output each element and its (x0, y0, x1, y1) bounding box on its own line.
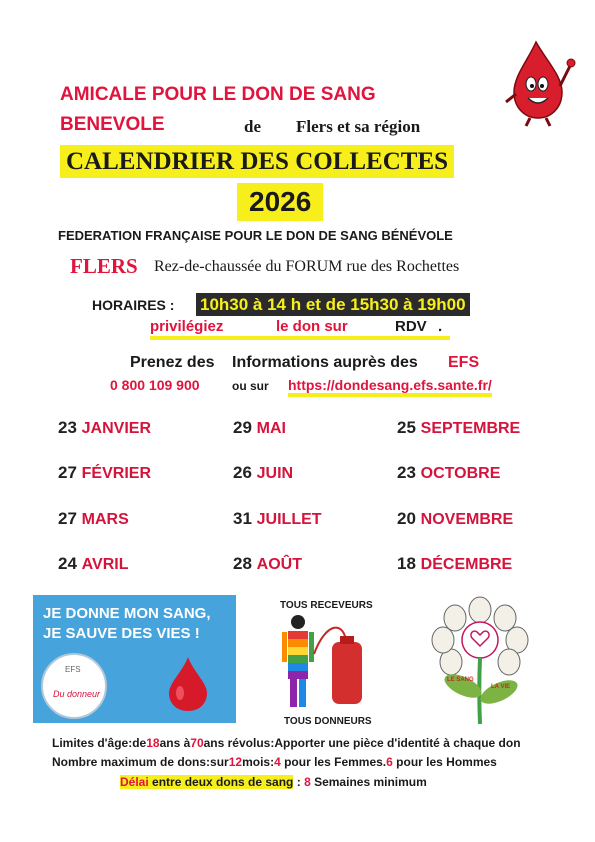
dates-row (0, 418, 595, 444)
collection-day: 23 (397, 463, 416, 482)
collection-day: 25 (397, 418, 416, 437)
collection-month: JUIN (256, 465, 294, 482)
hours-label: HORAIRES : (92, 297, 175, 313)
efs-badge-text: EFS (65, 665, 81, 674)
info-line1-a: Prenez des (130, 354, 215, 371)
rdv-part2: le don sur (276, 318, 348, 335)
collection-month: MAI (256, 420, 286, 437)
collection-date (233, 509, 322, 529)
footer-max-women: 4 (274, 755, 281, 769)
rdv-part3: RDV (395, 318, 427, 335)
association-name-line1: AMICALE POUR LE DON DE SANG (60, 84, 376, 105)
info-line1-b: Informations auprès des (232, 354, 418, 371)
footer-age-e: ans révolus:Apporter une pièce d'identité à chaque don (203, 736, 521, 750)
dates-row (0, 463, 595, 489)
association-name-line2: BENEVOLE (60, 114, 165, 135)
collection-month: SEPTEMBRE (420, 420, 521, 437)
phone-number: 0 800 109 900 (110, 377, 200, 393)
footer-line3 (120, 775, 427, 789)
footer-max-c: mois: (242, 755, 275, 769)
footer-max-months: 12 (228, 755, 243, 769)
association-de: de (244, 117, 261, 136)
flower-label-left: LE SANG (447, 677, 474, 683)
year-badge: 2026 (237, 183, 323, 221)
footer-delay-b: entre deux dons de sang (148, 775, 294, 789)
receivers-illustration-icon (280, 614, 380, 719)
collection-day: 27 (58, 509, 77, 528)
collection-month: JUILLET (256, 511, 322, 528)
footer-max-e: pour les Femmes. (280, 755, 387, 769)
collection-day: 27 (58, 463, 77, 482)
collection-month: AVRIL (81, 556, 129, 573)
card-line1: JE DONNE MON SANG, (43, 605, 211, 622)
collection-month: AOÛT (256, 556, 302, 573)
footer-line1 (52, 736, 521, 750)
blood-drop-icon (165, 655, 211, 718)
collection-date (397, 554, 512, 574)
flower-label-right: LA VIE (491, 684, 511, 690)
collection-date (58, 554, 128, 574)
collection-date (397, 418, 520, 438)
footer-age-min: 18 (146, 736, 160, 750)
collection-date (58, 509, 129, 529)
collection-day: 28 (233, 554, 252, 573)
collection-month: OCTOBRE (420, 465, 501, 482)
donation-card (33, 595, 236, 723)
footer-delay-e: Semaines minimum (310, 775, 427, 789)
page-title: CALENDRIER DES COLLECTES (60, 145, 454, 178)
flower-icon (425, 596, 535, 731)
collection-day: 20 (397, 509, 416, 528)
receivers-top-label: TOUS RECEVEURS (280, 600, 373, 611)
receivers-bottom-label: TOUS DONNEURS (284, 716, 372, 727)
card-line2: JE SAUVE DES VIES ! (43, 625, 200, 642)
rdv-highlight (150, 336, 450, 340)
collection-month: MARS (81, 511, 129, 528)
blood-drop-mascot-icon (498, 36, 578, 128)
info-efs: EFS (448, 354, 480, 371)
footer-max-a: Nombre maximum de dons:sur (52, 755, 229, 769)
efs-badge (41, 653, 107, 719)
collection-month: FÉVRIER (81, 465, 151, 482)
collection-date (397, 509, 513, 529)
city-name: FLERS (70, 254, 138, 278)
collection-day: 24 (58, 554, 77, 573)
hours-value: 10h30 à 14 h et de 15h30 à 19h00 (196, 293, 470, 316)
collection-month: NOVEMBRE (420, 511, 514, 528)
address: Rez-de-chaussée du FORUM rue des Rochettes (154, 258, 460, 275)
collection-day: 29 (233, 418, 252, 437)
footer-delay-c: : (293, 775, 301, 789)
collection-date (58, 418, 151, 438)
collection-date (233, 418, 286, 438)
collection-day: 31 (233, 509, 252, 528)
rdv-part1: privilégiez (150, 318, 224, 335)
collection-day: 18 (397, 554, 416, 573)
footer-age-c: ans à (159, 736, 191, 750)
info-or: ou sur (232, 379, 269, 393)
collection-day: 26 (233, 463, 252, 482)
efs-badge-sub: Du donneur (53, 689, 101, 699)
footer-line2 (52, 755, 497, 769)
collection-month: JANVIER (81, 420, 152, 437)
footer-age-max: 70 (190, 736, 204, 750)
collection-month: DÉCEMBRE (420, 556, 513, 573)
footer-max-g: pour les Hommes (392, 755, 497, 769)
collection-day: 23 (58, 418, 77, 437)
collection-date (233, 554, 302, 574)
dates-row (0, 554, 595, 580)
federation-name: FEDERATION FRANÇAISE POUR LE DON DE SANG BÉNÉVOLE (58, 228, 453, 243)
footer-max-men: 6 (386, 755, 393, 769)
collection-date (233, 463, 293, 483)
dates-row (0, 509, 595, 535)
footer-delay-a: Délai (120, 775, 149, 789)
footer-delay-weeks: 8 (300, 775, 311, 789)
efs-link[interactable]: https://dondesang.efs.sante.fr/ (288, 377, 492, 397)
footer-age-a: Limites d'âge:de (52, 736, 147, 750)
rdv-dot: . (438, 318, 443, 335)
collection-date (58, 463, 151, 483)
association-region: Flers et sa région (296, 117, 421, 136)
collection-date (397, 463, 500, 483)
